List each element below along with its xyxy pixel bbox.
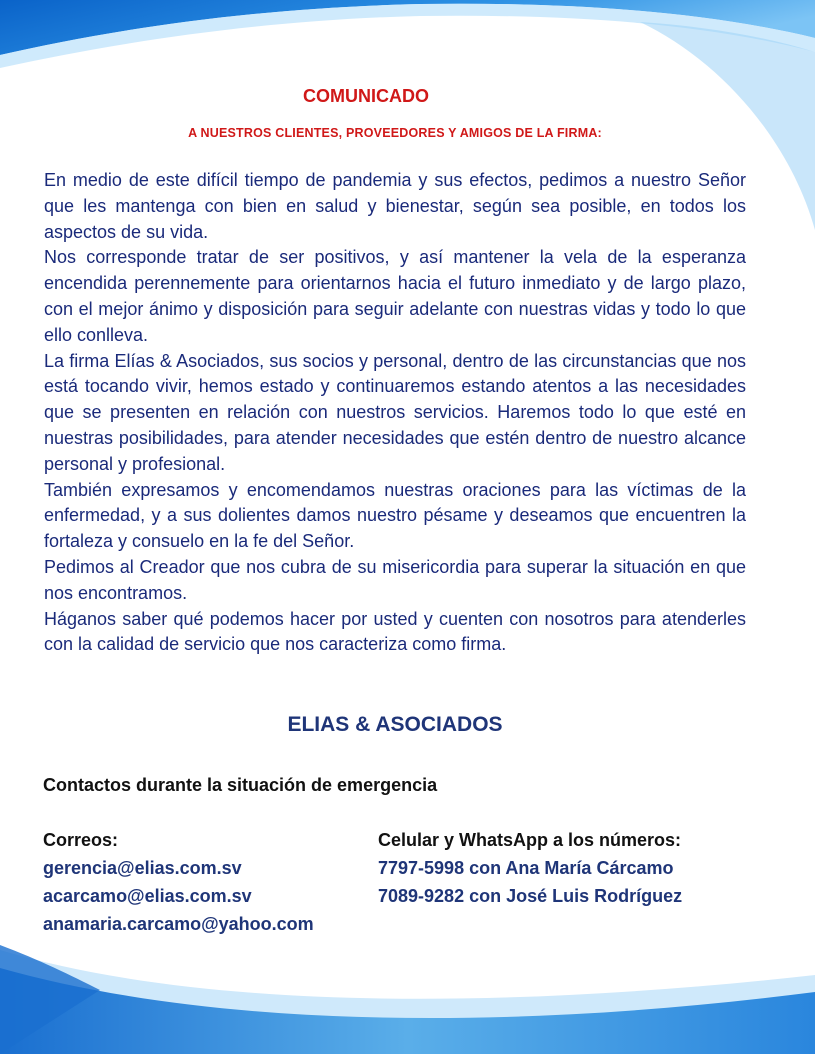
email-link[interactable]: acarcamo@elias.com.sv <box>43 886 252 906</box>
document-subtitle: A NUESTROS CLIENTES, PROVEEDORES Y AMIGOS DE LA FIRMA: <box>188 126 602 140</box>
document-title: COMUNICADO <box>303 86 429 106</box>
email-link[interactable]: gerencia@elias.com.sv <box>43 858 242 878</box>
paragraph: En medio de este difícil tiempo de pandemia y sus efectos, pedimos a nuestro Señor que les mantenga con bien en salud y bienestar, según sea posible, en todos los aspectos de su vida. <box>44 170 746 242</box>
emails-heading: Correos: <box>43 830 119 850</box>
phones-column <box>378 826 682 910</box>
firm-name: ELIAS & ASOCIADOS <box>287 713 503 736</box>
phone-contact: 7089-9282 con José Luis Rodríguez <box>378 886 683 906</box>
email-link[interactable]: anamaria.carcamo@yahoo.com <box>43 914 314 934</box>
paragraph: Háganos saber qué podemos hacer por usted y cuenten con nosotros para atenderles con la calidad de servicio que nos caracteriza como firma. <box>44 608 746 655</box>
paragraph: Pedimos al Creador que nos cubra de su misericordia para superar la situación en que nos encontramos. <box>44 556 746 603</box>
emails-column <box>43 826 314 938</box>
paragraph: La firma Elías & Asociados, sus socios y personal, dentro de las circunstancias que nos está tocando vivir, hemos estado y continuaremos estando atentos a las necesidades que se presenten en relación con nuestros servicios. Haremos todo lo que esté en nuestras posibilidades, para atender necesidades que estén dentro de nuestro alcance personal y profesional. <box>44 350 746 474</box>
contacts-heading: Contactos durante la situación de emergencia <box>43 775 438 795</box>
phones-heading: Celular y WhatsApp a los números: <box>378 830 682 850</box>
phone-contact: 7797-5998 con Ana María Cárcamo <box>378 858 674 878</box>
paragraph: Nos corresponde tratar de ser positivos, y así mantener la vela de la esperanza encendida perennemente para orientarnos hacia el futuro inmediato y de largo plazo, con el mejor ánimo y disposición para seguir adelante con nuestras vidas y todo lo que ello conlleva. <box>44 247 746 345</box>
paragraph: También expresamos y encomendamos nuestras oraciones para las víctimas de la enfermedad, y a sus dolientes damos nuestro pésame y deseamos que encuentren la fortaleza y consuelo en la fe del Señor. <box>44 479 746 552</box>
body-text <box>44 168 746 658</box>
